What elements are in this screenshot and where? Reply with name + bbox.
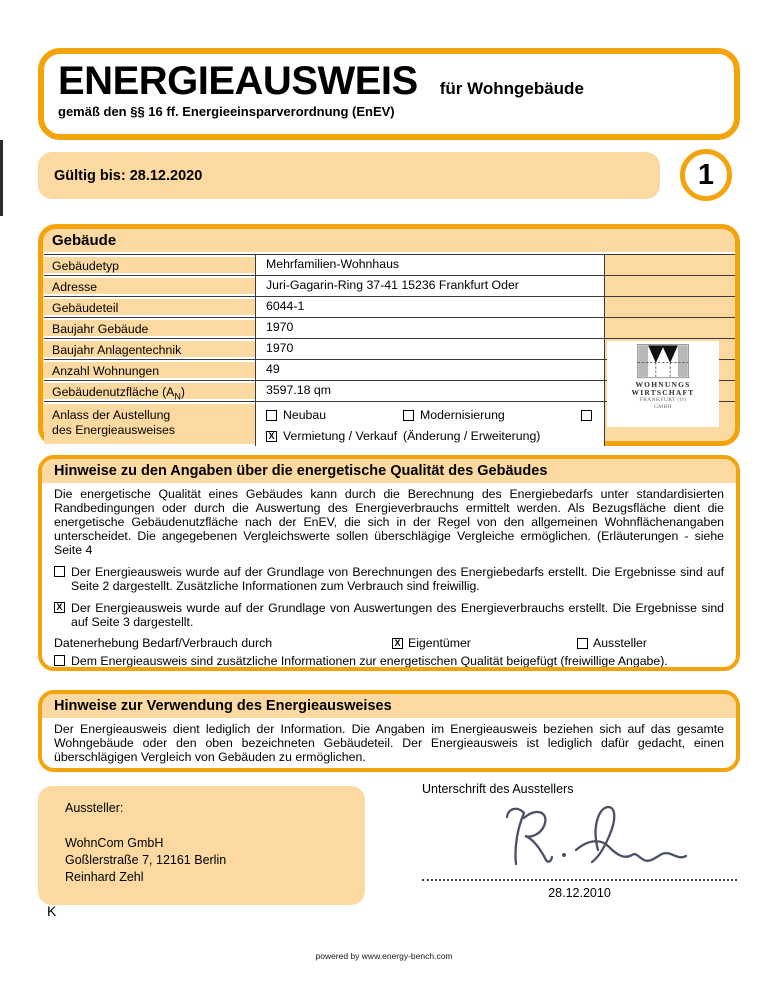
checkbox-checked[interactable]: X [54, 602, 65, 613]
header [38, 48, 740, 140]
checkbox-item-text: Dem Energieausweis sind zusätzliche Informationen zur energetischen Qualität beigefügt (freiwillige Angabe). [71, 654, 668, 668]
table-row [44, 276, 735, 297]
row-label: Adresse [44, 276, 255, 296]
row-value: Juri-Gagarin-Ring 37-41 15236 Frankfurt Oder [255, 276, 605, 296]
signature-caption: Unterschrift des Ausstellers [422, 782, 574, 796]
issuer-line: WohnCom GmbH [65, 836, 164, 850]
scan-artifact [0, 140, 3, 216]
occasion-option [266, 406, 403, 424]
occasion-option [403, 406, 581, 424]
document-title: ENERGIEAUSWEIS [58, 59, 418, 103]
checkbox-item-text: Der Energieausweis wurde auf der Grundlage von Auswertungen des Energieverbrauchs erstellt. Die Ergebnisse sind auf Seite 3 dargestellt. [71, 601, 724, 629]
page-letter: K [47, 903, 57, 919]
row-label: Gebäudenutzfläche $(A_N)$ [44, 381, 255, 401]
logo-emblem-icon [636, 343, 690, 381]
checkbox-item [54, 565, 724, 593]
issuer-box [38, 786, 365, 905]
issuer-line: Reinhard Zehl [65, 870, 144, 884]
company-logo [607, 341, 719, 427]
checkbox-item [54, 654, 724, 668]
usage-hints-paragraph: Der Energieausweis dient lediglich der Information. Die Angaben im Energieausweis beziehen sich auf das gesamte Wohngebäude oder den oben bezeichneten Gebäudeteil. Der Energieausweis ist lediglich dafür gedacht, einen überschlägigen Vergleich von Gebäuden zu ermöglichen. [54, 722, 724, 764]
logo-text-line: GMBH [653, 403, 673, 410]
checkbox-checked[interactable]: X [266, 431, 277, 442]
occasion-option [266, 427, 403, 445]
occasion-label: Anlass der Austellung des Energieausweises [44, 402, 255, 446]
usage-hints-section [38, 690, 740, 772]
checkbox[interactable] [266, 410, 277, 421]
data-survey-row [54, 636, 724, 651]
row-value: 1970 [255, 318, 605, 338]
survey-option-label: Eigentümer [408, 636, 471, 650]
checkbox[interactable] [581, 410, 592, 421]
row-label: Gebäudetyp [44, 255, 255, 275]
survey-option [577, 636, 647, 650]
row-value: 6044-1 [255, 297, 605, 317]
issuer-line: Goßlerstraße 7, 12161 Berlin [65, 853, 227, 867]
validity-band [38, 152, 660, 199]
occasion-option-label: (Änderung / Erweiterung) [403, 429, 541, 443]
row-label: Anzahl Wohnungen [44, 360, 255, 380]
checkbox[interactable] [577, 638, 588, 649]
occasion-option [581, 406, 600, 424]
survey-option-label: Aussteller [593, 636, 647, 650]
signature-date: 28.12.2010 [548, 886, 611, 900]
quality-hints-section [38, 455, 740, 671]
row-label: Baujahr Gebäude [44, 318, 255, 338]
survey-option [392, 636, 471, 650]
occasion-option-label: Modernisierung [420, 408, 505, 422]
valid-until-label: Gültig bis: 28.12.2020 [54, 167, 203, 184]
checkbox[interactable] [403, 410, 414, 421]
checkbox-item-text: Der Energieausweis wurde auf der Grundlage von Berechnungen des Energiebedarfs erstellt. Die Ergebnisse sind auf Seite 2 dargestellt. Zusätzliche Informationen zum Verbrauch sind freiwillig. [71, 565, 724, 593]
checkbox-checked[interactable]: X [392, 638, 403, 649]
usage-hints-title: Hinweise zur Verwendung des Energieausweises [42, 694, 736, 718]
occasion-options [255, 402, 605, 446]
signature-image [480, 800, 705, 878]
issuer-label: Aussteller: [65, 801, 124, 815]
occasion-option-label: Vermietung / Verkauf [283, 429, 398, 443]
table-row [44, 255, 735, 276]
row-value: Mehrfamilien-Wohnhaus [255, 255, 605, 275]
regulation-subtitle: gemäß den §§ 16 ff. Energieeinsparverordnung (EnEV) [58, 104, 395, 119]
document-type-label: für Wohngebäude [439, 79, 584, 98]
row-label: Baujahr Anlagentechnik [44, 339, 255, 359]
row-value: 1970 [255, 339, 605, 359]
signature-line [422, 870, 737, 881]
building-section-title: Gebäude [44, 232, 735, 255]
occasion-option [403, 427, 581, 445]
checkbox[interactable] [54, 655, 65, 666]
quality-hints-title: Hinweise zu den Angaben über die energetische Qualität des Gebäudes [42, 459, 736, 483]
row-value: 3597.18 qm [255, 381, 605, 401]
table-row [44, 318, 735, 339]
footer-credit: powered by www.energy-bench.com [315, 951, 453, 961]
page-number-badge: 1 [680, 149, 732, 201]
logo-text-line: FRANKFURT (O) [639, 397, 687, 403]
table-row [44, 297, 735, 318]
occasion-option-label: Neubau [283, 408, 327, 422]
row-value: 49 [255, 360, 605, 380]
checkbox-item [54, 601, 724, 629]
logo-text-line: WIRTSCHAFT [631, 388, 695, 397]
row-label: Gebäudeteil [44, 297, 255, 317]
quality-hints-paragraph: Die energetische Qualität eines Gebäudes kann durch die Berechnung des Energiebedarfs unter standardisierten Randbedingungen oder durch die Auswertung des Energieverbrauchs ermittelt werden. Als Bezugsfläche dient die energetische Gebäudenutzfläche nach der EnEV, die sich in der Regel von den allgemeinen Wohnflächenangaben unterscheidet. Die angegebenen Vergleichswerte sollen überschlägige Vergleiche ermöglichen. (Erläuterungen - siehe Seite 4 [54, 487, 724, 557]
logo-text-line: WOHNUNGS [635, 380, 691, 389]
survey-label: Datenerhebung Bedarf/Verbrauch durch [54, 636, 273, 650]
checkbox[interactable] [54, 566, 65, 577]
